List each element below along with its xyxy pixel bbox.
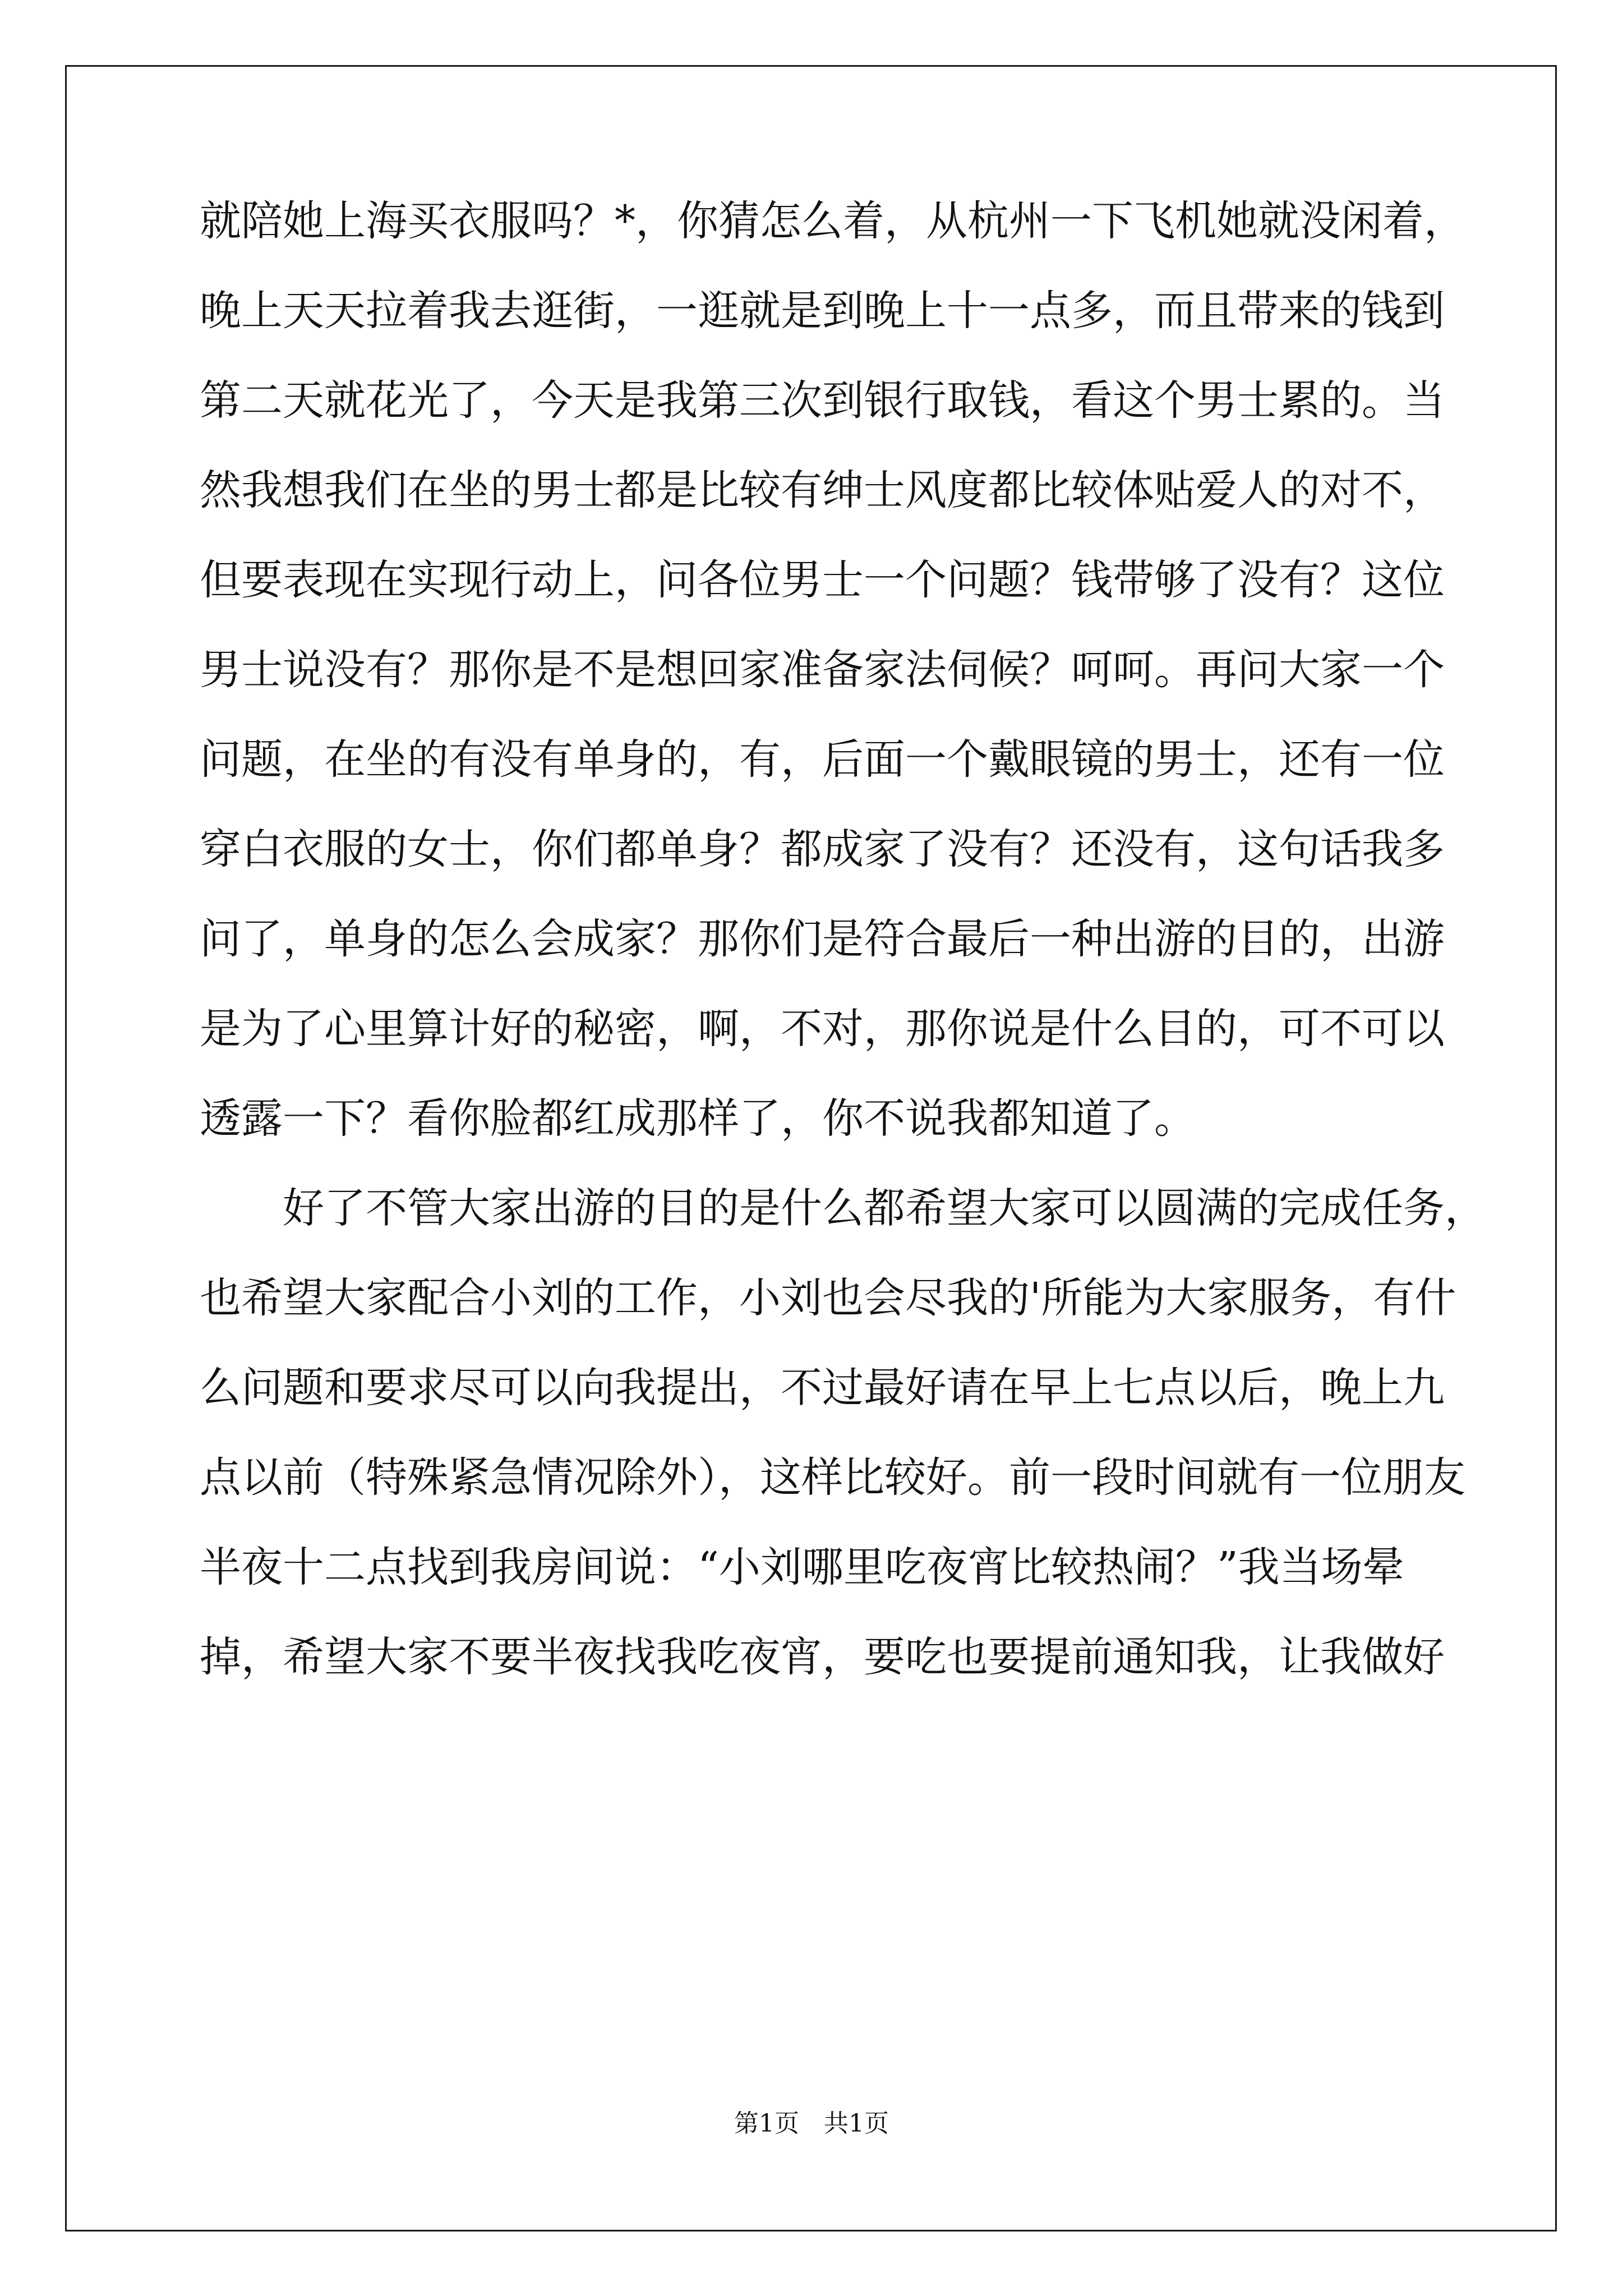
text-line-2: 晚上天天拉着我去逛街，一逛就是到晚上十一点多，而且带来的钱到	[200, 287, 1445, 335]
text-line-1: 就陪她上海买衣服吗？*，你猜怎么着，从杭州一下飞机她就没闲着，	[200, 197, 1465, 245]
text-line-15: 点以前（特殊紧急情况除外），这样比较好。前一段时间就有一位朋友	[200, 1453, 1465, 1502]
text-line-7: 问题，在坐的有没有单身的，有，后面一个戴眼镜的男士，还有一位	[200, 735, 1445, 784]
text-line-17: 掉，希望大家不要半夜找我吃夜宵，要吃也要提前通知我，让我做好	[200, 1633, 1445, 1681]
text-line-3: 第二天就花光了，今天是我第三次到银行取钱，看这个男士累的。当	[200, 376, 1445, 425]
text-line-12: 好了不管大家出游的目的是什么都希望大家可以圆满的完成任务，	[200, 1184, 1486, 1232]
text-line-10: 是为了心里算计好的秘密，啊，不对，那你说是什么目的，可不可以	[200, 1005, 1445, 1053]
text-line-9: 问了，单身的怎么会成家？那你们是符合最后一种出游的目的，出游	[200, 915, 1445, 963]
text-line-16: 半夜十二点找到我房间说：“小刘哪里吃夜宵比较热闹？”我当场晕	[200, 1543, 1404, 1591]
page-number-footer: 第1页 共1页	[734, 2109, 889, 2138]
text-line-14: 么问题和要求尽可以向我提出，不过最好请在早上七点以后，晚上九	[200, 1364, 1445, 1412]
text-line-8: 穿白衣服的女士，你们都单身？都成家了没有？还没有，这句话我多	[200, 825, 1445, 873]
text-line-4: 然我想我们在坐的男士都是比较有绅士风度都比较体贴爱人的对不，	[200, 466, 1445, 514]
text-line-5: 但要表现在实现行动上，问各位男士一个问题？钱带够了没有？这位	[200, 556, 1445, 604]
text-line-13: 也希望大家配合小刘的工作，小刘也会尽我的'所能为大家服务，有什	[200, 1274, 1456, 1322]
text-line-6: 男士说没有？那你是不是想回家准备家法伺候？呵呵。再问大家一个	[200, 646, 1445, 694]
text-line-11: 透露一下？看你脸都红成那样了，你不说我都知道了。	[200, 1094, 1196, 1143]
